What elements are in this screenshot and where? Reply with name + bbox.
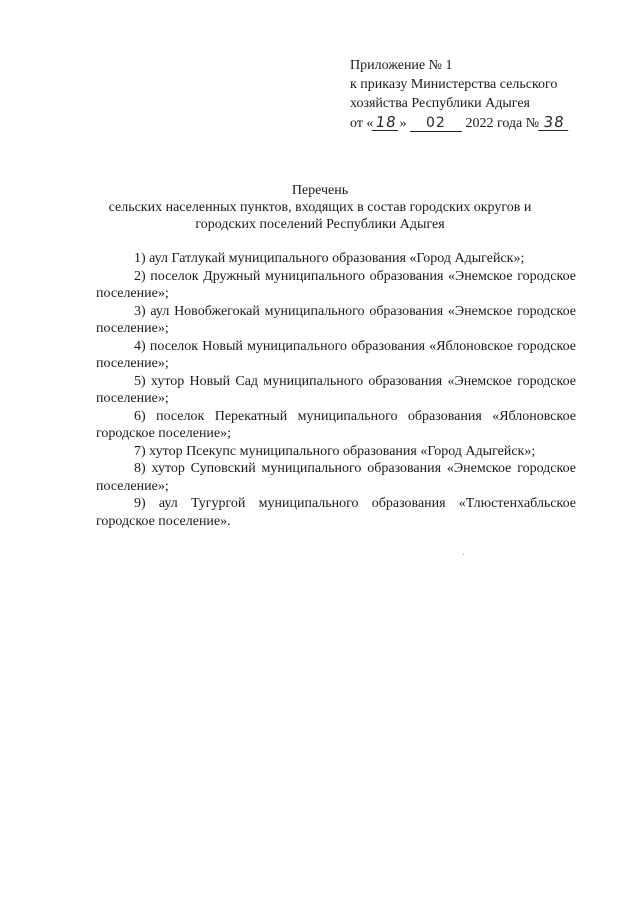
appendix-ministry: хозяйства Республики Адыгея — [350, 96, 530, 111]
list-item: 9) аул Тугургой муниципального образования «Тлюстенхабльское городское поселение». — [96, 496, 576, 529]
list-heading: Перечень — [291, 183, 349, 198]
list-item: 4) поселок Новый муниципального образования «Яблоновское городское поселение»; — [96, 338, 576, 371]
list-item: 1) аул Гатлукай муниципального образования «Город Адыгейск»; — [134, 251, 525, 266]
appendix-number: Приложение № 1 — [350, 58, 453, 73]
order-date-line — [350, 114, 569, 133]
appendix-order-ref: к приказу Министерства сельского — [350, 77, 558, 92]
order-number-handwritten: 38 — [538, 115, 570, 131]
list-item: 5) хутор Новый Сад муниципального образования «Энемское городское поселение»; — [96, 373, 576, 406]
order-year: 2022 года № — [465, 116, 540, 131]
list-title — [60, 182, 580, 233]
list-item: 2) поселок Дружный муниципального образования «Энемское городское поселение»; — [96, 268, 576, 301]
order-date-prefix: от « — [350, 116, 374, 131]
order-date-mid: » — [399, 116, 407, 131]
list-item: 3) аул Новобжегокай муниципального образования «Энемское городское поселение»; — [96, 303, 576, 336]
settlement-list — [96, 250, 576, 530]
order-month-handwritten: 02 — [410, 116, 462, 132]
scan-speck — [463, 554, 464, 555]
list-item: 6) поселок Перекатный муниципального образования «Яблоновское городское поселение»; — [96, 408, 576, 441]
list-item: 8) хутор Суповский муниципального образования «Энемское городское поселение»; — [96, 461, 576, 494]
list-item: 7) хутор Псекупс муниципального образования «Город Адыгейск»; — [134, 443, 536, 459]
appendix-header — [350, 56, 610, 113]
list-subtitle-line-2: городских поселений Республики Адыгея — [195, 217, 445, 232]
order-day-handwritten: 18 — [372, 115, 400, 131]
list-subtitle-line-1: сельских населенных пунктов, входящих в состав городских округов и — [108, 200, 532, 215]
